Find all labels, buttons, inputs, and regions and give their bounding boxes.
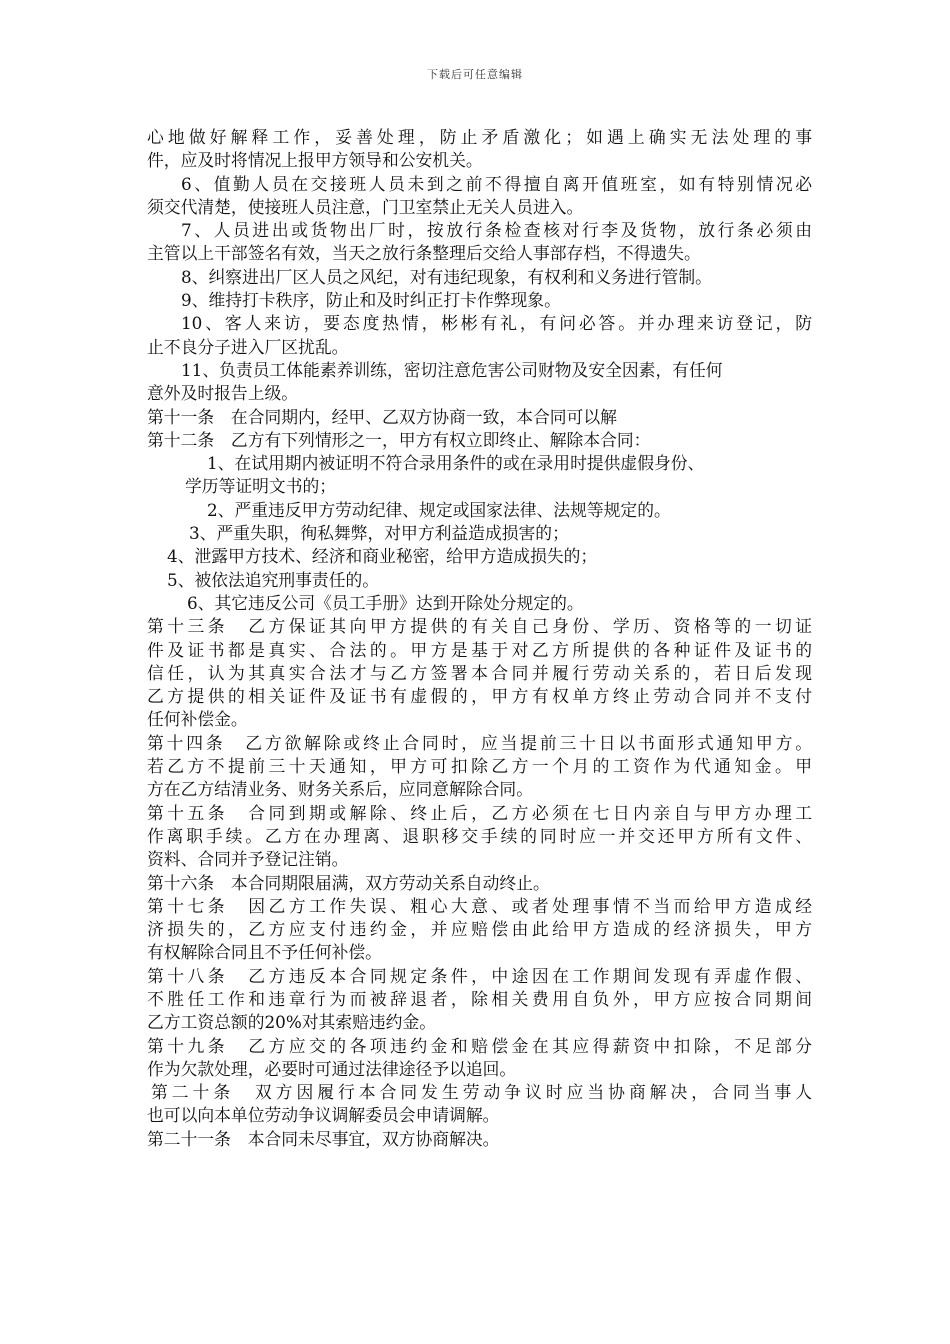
document-line: 第十二条 乙方有下列情形之一，甲方有权立即终止、解除本合同：	[147, 429, 651, 450]
document-line: 主管以上干部签名有效，当天之放行条整理后交给人事部存档，不得遗失。	[147, 243, 701, 264]
document-line: 第十三条 乙方保证其向甲方提供的有关自己身份、学历、资格等的一切证	[147, 616, 812, 637]
document-line: 乙方提供的相关证件及证书有虚假的，甲方有权单方终止劳动合同并不支付	[147, 686, 812, 707]
document-line: 件，应及时将情况上报甲方领导和公安机关。	[147, 150, 483, 171]
document-line: 意外及时报告上级。	[147, 383, 299, 404]
document-line: 济损失的，乙方应支付违约金，并应赔偿由此给甲方造成的经济损失，甲方	[147, 919, 812, 940]
document-line: 方在乙方结清业务、财务关系后，应同意解除合同。	[147, 779, 533, 800]
document-line: 件及证书都是真实、合法的。甲方是基于对乙方所提供的各种证件及证书的	[147, 639, 812, 660]
document-line: 止不良分子进入厂区扰乱。	[147, 336, 349, 357]
document-line: 不胜任工作和违章行为而被辞退者，除相关费用自负外，甲方应按合同期间	[147, 988, 812, 1009]
document-line: 若乙方不提前三十天通知，甲方可扣除乙方一个月的工资作为代通知金。甲	[147, 756, 812, 777]
document-line: 作离职手续。乙方在办理离、退职移交手续的同时应一并交还甲方所有文件、	[147, 825, 812, 846]
document-line: 5、被依法追究刑事责任的。	[167, 569, 380, 590]
document-line: 作为欠款处理，必要时可通过法律途径予以追回。	[147, 1058, 517, 1079]
document-line: 乙方工资总额的20%对其索赔违约金。	[147, 1012, 437, 1033]
document-line: 6、值勤人员在交接班人员未到之前不得擅自离开值班室，如有特别情况必	[181, 173, 812, 194]
document-line: 第十九条 乙方应交的各项违约金和赔偿金在其应得薪资中扣除，不足部分	[147, 1035, 812, 1056]
document-line: 第十八条 乙方违反本合同规定条件，中途因在工作期间发现有弄虚作假、	[147, 965, 812, 986]
page-header: 下载后可任意编辑	[427, 68, 523, 81]
document-line: 也可以向本单位劳动争议调解委员会申请调解。	[147, 1105, 500, 1126]
document-line: 第十七条 因乙方工作失误、粗心大意、或者处理事情不当而给甲方造成经	[147, 895, 812, 916]
document-line: 学历等证明文书的；	[185, 476, 337, 497]
document-line: 2、严重违反甲方劳动纪律、规定或国家法律、法规等规定的。	[207, 499, 671, 520]
document-line: 9、维持打卡秩序，防止和及时纠正打卡作弊现象。	[181, 290, 561, 311]
document-line: 有权解除合同且不予任何补偿。	[147, 942, 382, 963]
document-line: 资料、合同并予登记注销。	[147, 849, 349, 870]
document-line: 第十一条 在合同期内，经甲、乙双方协商一致，本合同可以解	[147, 406, 617, 427]
document-line: 6、其它违反公司《员工手册》达到开除处分规定的。	[187, 592, 584, 613]
document-line: 3、严重失职，徇私舞弊，对甲方利益造成损害的；	[189, 523, 569, 544]
document-line: 心地做好解释工作，妥善处理，防止矛盾激化；如遇上确实无法处理的事	[147, 127, 812, 147]
document-line: 第二十条 双方因履行本合同发生劳动争议时应当协商解决，合同当事人	[151, 1082, 812, 1103]
document-line: 须交代清楚，使接班人员注意，门卫室禁止无关人员进入。	[147, 196, 584, 217]
document-line: 10、客人来访，要态度热情，彬彬有礼，有问必答。并办理来访登记，防	[181, 313, 812, 334]
document-line: 第十四条 乙方欲解除或终止合同时，应当提前三十日以书面形式通知甲方。	[147, 732, 812, 753]
document-line: 信任，认为其真实合法才与乙方签署本合同并履行劳动关系的，若日后发现	[147, 662, 812, 683]
document-line: 第十五条 合同到期或解除、终止后，乙方必须在七日内亲自与甲方办理工	[147, 802, 812, 823]
document-line: 11、负责员工体能素养训练，密切注意危害公司财物及安全因素，有任何	[181, 359, 723, 380]
document-body	[147, 126, 812, 1151]
document-line: 8、纠察进出厂区人员之风纪，对有违纪现象，有权利和义务进行管制。	[181, 266, 712, 287]
document-line: 7、人员进出或货物出厂时，按放行条检查核对行李及货物，放行条必须由	[181, 220, 812, 241]
document-line: 4、泄露甲方技术、经济和商业秘密，给甲方造成损失的；	[167, 546, 598, 567]
document-line: 任何补偿金。	[147, 709, 248, 730]
document-line: 第二十一条 本合同未尽事宜，双方协商解决。	[147, 1128, 500, 1149]
document-line: 第十六条 本合同期限届满，双方劳动关系自动终止。	[147, 872, 550, 893]
document-line: 1、在试用期内被证明不符合录用条件的或在录用时提供虚假身份、	[207, 453, 705, 474]
